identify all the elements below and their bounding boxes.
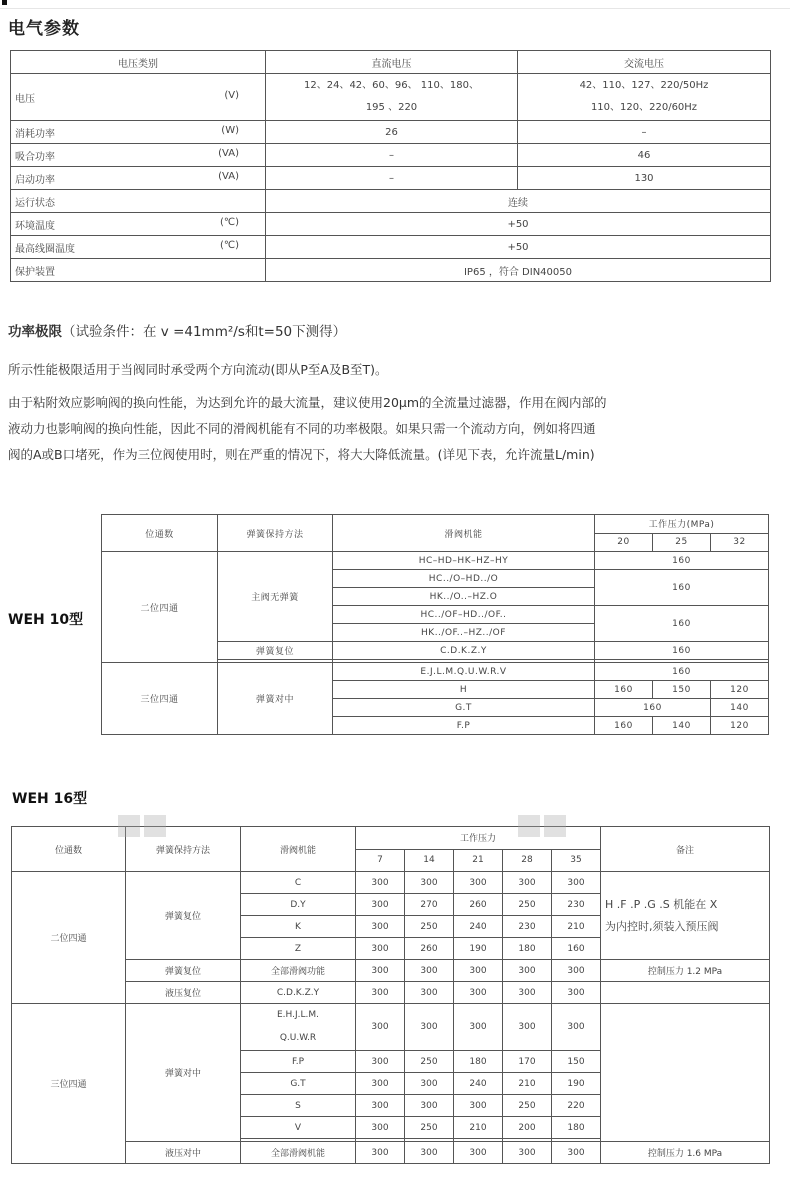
cell: – — [266, 167, 518, 190]
value-cell: 300 — [405, 982, 454, 1004]
spring-cell: 弹簧复位 — [126, 872, 241, 960]
model-label-weh16: WEH 16型 — [12, 791, 88, 807]
value-cell: 300 — [552, 982, 601, 1004]
label-text: 环境温度 — [15, 220, 55, 232]
label-text: 运行状态 — [15, 197, 55, 209]
value-cell: 300 — [356, 1095, 405, 1117]
note-line: 为内控时,须装入预压阀 — [605, 919, 719, 933]
table-row — [12, 1142, 770, 1164]
function-cell: HC–HD–HK–HZ–HY — [333, 552, 595, 570]
function-cell: C.D.K.Z.Y — [241, 982, 356, 1004]
note-cell: 控制压力 1.6 MPa — [601, 1142, 770, 1164]
value-cell: 300 — [405, 960, 454, 982]
pressure-cell: 35 — [552, 849, 601, 872]
function-cell: HK../O..–HZ.O — [333, 588, 595, 606]
header-cell: 弹簧保持方法 — [218, 515, 333, 552]
note-line: H .F .P .G .S 机能在 X — [605, 897, 718, 911]
value-cell: 210 — [503, 1073, 552, 1095]
value-cell: 160 — [595, 642, 769, 660]
pressure-cell: 28 — [503, 849, 552, 872]
function-cell: Z — [241, 938, 356, 960]
header-cell: 位通数 — [12, 827, 126, 872]
dc-voltage-line2: 195 、220 — [365, 102, 418, 113]
power-limit-heading — [8, 320, 346, 340]
value-cell: 300 — [454, 982, 503, 1004]
value-cell: 300 — [454, 1095, 503, 1117]
table-row — [12, 960, 770, 982]
label-text: 保护装置 — [15, 266, 55, 278]
value-cell: 300 — [454, 960, 503, 982]
row-label — [11, 236, 266, 259]
row-label — [11, 74, 266, 121]
header-cell: 滑阀机能 — [241, 827, 356, 872]
value-cell: 160 — [552, 938, 601, 960]
value-cell: 160 — [595, 699, 711, 717]
value-cell: 260 — [405, 938, 454, 960]
row-label — [11, 190, 266, 213]
table-row — [102, 552, 769, 570]
value-cell: 300 — [356, 1117, 405, 1139]
unit-text: (℃) — [219, 239, 239, 251]
table-row — [11, 167, 771, 190]
function-cell: HK../OF..–HZ../OF — [333, 624, 595, 642]
function-cell — [241, 1004, 356, 1051]
function-cell: E.J.L.M.Q.U.W.R.V — [333, 663, 595, 681]
header-cell: 位通数 — [102, 515, 218, 552]
cell: – — [518, 121, 771, 144]
value-cell: 180 — [552, 1117, 601, 1139]
value-cell: 120 — [711, 681, 769, 699]
value-cell: 210 — [552, 916, 601, 938]
label-text: 消耗功率 — [15, 128, 55, 140]
value-cell: 300 — [405, 1004, 454, 1051]
value-cell: 300 — [356, 894, 405, 916]
function-cell: 全部滑阀机能 — [241, 1142, 356, 1164]
function-cell: D.Y — [241, 894, 356, 916]
spring-cell: 主阀无弹簧 — [218, 552, 333, 642]
table-row — [11, 236, 771, 259]
value-cell: 250 — [503, 1095, 552, 1117]
value-cell: 160 — [595, 717, 653, 735]
pressure-cell: 32 — [711, 533, 769, 552]
header-cell: 工作压力(MPa) — [595, 515, 769, 534]
section-title-electrical: 电气参数 — [8, 19, 80, 39]
function-line: E.H.J.L.M. — [276, 1010, 320, 1020]
pressure-cell: 25 — [653, 533, 711, 552]
header-cell: 滑阀机能 — [333, 515, 595, 552]
cell — [518, 74, 771, 121]
value-cell: 300 — [356, 938, 405, 960]
position-cell: 三位四通 — [12, 1004, 126, 1164]
cell: – — [266, 144, 518, 167]
value-cell: 300 — [552, 1004, 601, 1051]
ac-voltage-line1: 42、110、127、220/50Hz — [579, 80, 709, 91]
value-cell: 300 — [356, 1051, 405, 1073]
value-cell: 300 — [405, 1142, 454, 1164]
row-label — [11, 213, 266, 236]
value-cell: 300 — [405, 1073, 454, 1095]
header-cell: 电压类别 — [11, 51, 266, 74]
header-cell: 弹簧保持方法 — [126, 827, 241, 872]
function-line: Q.U.W.R — [279, 1033, 317, 1043]
value-cell: 300 — [405, 872, 454, 894]
table-row — [12, 982, 770, 1004]
weh10-table — [101, 514, 769, 735]
label-text: 电压 — [15, 93, 35, 105]
unit-text: (VA) — [218, 147, 239, 159]
value-cell: 190 — [552, 1073, 601, 1095]
row-label — [11, 259, 266, 282]
value-cell: 300 — [503, 1004, 552, 1051]
function-cell: HC../OF–HD../OF.. — [333, 606, 595, 624]
spring-cell: 弹簧对中 — [218, 663, 333, 735]
value-cell: 140 — [653, 717, 711, 735]
dc-voltage-line1: 12、24、42、60、96、 110、180、 — [304, 80, 479, 91]
value-cell: 240 — [454, 916, 503, 938]
value-cell: 300 — [552, 872, 601, 894]
table-row — [102, 663, 769, 681]
value-cell: 120 — [711, 717, 769, 735]
test-condition: （试验条件：在 v =41mm²/s和t=50下测得） — [62, 324, 347, 340]
function-cell: G.T — [333, 699, 595, 717]
table-row — [11, 51, 771, 74]
spring-cell: 弹簧复位 — [218, 642, 333, 660]
value-cell: 200 — [503, 1117, 552, 1139]
unit-text: (VA) — [218, 170, 239, 182]
value-cell: 300 — [356, 1142, 405, 1164]
unit-text: (W) — [221, 124, 239, 136]
value-cell: 180 — [503, 938, 552, 960]
spring-cell: 液压对中 — [126, 1142, 241, 1164]
cell: +50 — [266, 213, 771, 236]
cell: IP65 ，符合 DIN40050 — [266, 259, 771, 282]
row-label — [11, 121, 266, 144]
position-cell: 二位四通 — [12, 872, 126, 1004]
label-text: 吸合功率 — [15, 151, 55, 163]
model-label-weh10: WEH 10型 — [8, 612, 84, 628]
value-cell: 300 — [356, 916, 405, 938]
function-cell: C.D.K.Z.Y — [333, 642, 595, 660]
spring-cell: 弹簧对中 — [126, 1004, 241, 1142]
pressure-cell: 14 — [405, 849, 454, 872]
value-cell: 150 — [552, 1051, 601, 1073]
value-cell: 240 — [454, 1073, 503, 1095]
value-cell: 300 — [454, 1004, 503, 1051]
function-cell: C — [241, 872, 356, 894]
value-cell: 230 — [552, 894, 601, 916]
value-cell: 250 — [405, 916, 454, 938]
header-cell: 工作压力 — [356, 827, 601, 850]
table-row — [11, 190, 771, 213]
ac-voltage-line2: 110、120、220/60Hz — [590, 102, 698, 113]
note-cell — [601, 982, 770, 1004]
function-cell: H — [333, 681, 595, 699]
value-cell: 160 — [595, 606, 769, 642]
function-cell: S — [241, 1095, 356, 1117]
table-row — [11, 144, 771, 167]
value-cell: 300 — [356, 982, 405, 1004]
note-cell — [601, 872, 770, 960]
watermark-logo-shape — [544, 815, 566, 837]
value-cell: 270 — [405, 894, 454, 916]
pressure-cell: 21 — [454, 849, 503, 872]
function-cell: V — [241, 1117, 356, 1139]
value-cell: 250 — [503, 894, 552, 916]
position-cell: 三位四通 — [102, 663, 218, 735]
value-cell: 180 — [454, 1051, 503, 1073]
value-cell: 210 — [454, 1117, 503, 1139]
function-cell: F.P — [333, 717, 595, 735]
value-cell: 300 — [356, 960, 405, 982]
value-cell: 300 — [454, 872, 503, 894]
value-cell: 250 — [405, 1117, 454, 1139]
cell: 46 — [518, 144, 771, 167]
value-cell: 160 — [595, 663, 769, 681]
value-cell: 300 — [454, 1142, 503, 1164]
value-cell: 260 — [454, 894, 503, 916]
function-cell: K — [241, 916, 356, 938]
value-cell: 170 — [503, 1051, 552, 1073]
row-label — [11, 167, 266, 190]
function-cell: 全部滑阀功能 — [241, 960, 356, 982]
value-cell: 300 — [552, 960, 601, 982]
corner-marker — [2, 0, 7, 5]
value-cell: 300 — [405, 1095, 454, 1117]
value-cell: 300 — [356, 1004, 405, 1051]
label-text: 最高线圈温度 — [15, 243, 75, 255]
function-cell: F.P — [241, 1051, 356, 1073]
note-cell: 控制压力 1.2 MPa — [601, 960, 770, 982]
function-cell: HC../O–HD../O — [333, 570, 595, 588]
value-cell: 300 — [552, 1142, 601, 1164]
weh16-table — [11, 826, 770, 1164]
header-cell: 交流电压 — [518, 51, 771, 74]
header-cell: 备注 — [601, 827, 770, 872]
electrical-params-table — [10, 50, 771, 282]
paragraph: 液动力也影响阀的换向性能，因此不同的滑阀机能有不同的功率极限。如果只需一个流动方向，例如将四通 — [8, 421, 596, 436]
table-row — [11, 74, 771, 121]
watermark-logo-shape — [118, 815, 140, 837]
value-cell: 300 — [503, 960, 552, 982]
pressure-cell: 7 — [356, 849, 405, 872]
table-row — [11, 121, 771, 144]
row-label — [11, 144, 266, 167]
value-cell: 300 — [503, 982, 552, 1004]
power-limit-title: 功率极限 — [8, 324, 62, 340]
cell: +50 — [266, 236, 771, 259]
cell: 连续 — [266, 190, 771, 213]
paragraph: 所示性能极限适用于当阀同时承受两个方向流动(即从P至A及B至T)。 — [8, 362, 388, 377]
watermark-logo-shape — [144, 815, 166, 837]
value-cell: 150 — [653, 681, 711, 699]
value-cell: 300 — [356, 1073, 405, 1095]
value-cell: 140 — [711, 699, 769, 717]
value-cell: 220 — [552, 1095, 601, 1117]
position-cell: 二位四通 — [102, 552, 218, 663]
pressure-cell: 20 — [595, 533, 653, 552]
value-cell: 230 — [503, 916, 552, 938]
value-cell: 300 — [356, 872, 405, 894]
cell: 130 — [518, 167, 771, 190]
value-cell: 190 — [454, 938, 503, 960]
spring-cell: 液压复位 — [126, 982, 241, 1004]
watermark-logo-shape — [518, 815, 540, 837]
label-text: 启动功率 — [15, 174, 55, 186]
table-row — [102, 515, 769, 534]
unit-text: (V) — [224, 89, 239, 101]
note-cell — [601, 1004, 770, 1142]
table-row — [12, 1004, 770, 1051]
unit-text: (℃) — [219, 216, 239, 228]
value-cell: 300 — [503, 872, 552, 894]
paragraph: 由于粘附效应影响阀的换向性能，为达到允许的最大流量，建议使用20μm的全流量过滤器，作用在阀内部的 — [8, 395, 607, 410]
value-cell: 300 — [503, 1142, 552, 1164]
table-row — [11, 213, 771, 236]
value-cell: 160 — [595, 681, 653, 699]
cell — [266, 74, 518, 121]
table-row — [12, 872, 770, 894]
header-cell: 直流电压 — [266, 51, 518, 74]
value-cell: 160 — [595, 552, 769, 570]
top-divider — [0, 8, 790, 9]
spring-cell: 弹簧复位 — [126, 960, 241, 982]
value-cell: 250 — [405, 1051, 454, 1073]
table-row — [11, 259, 771, 282]
paragraph: 阀的A或B口堵死，作为三位阀使用时，则在严重的情况下，将大大降低流量。(详见下表，允许流量L/min) — [8, 447, 595, 462]
value-cell: 160 — [595, 570, 769, 606]
cell: 26 — [266, 121, 518, 144]
function-cell: G.T — [241, 1073, 356, 1095]
